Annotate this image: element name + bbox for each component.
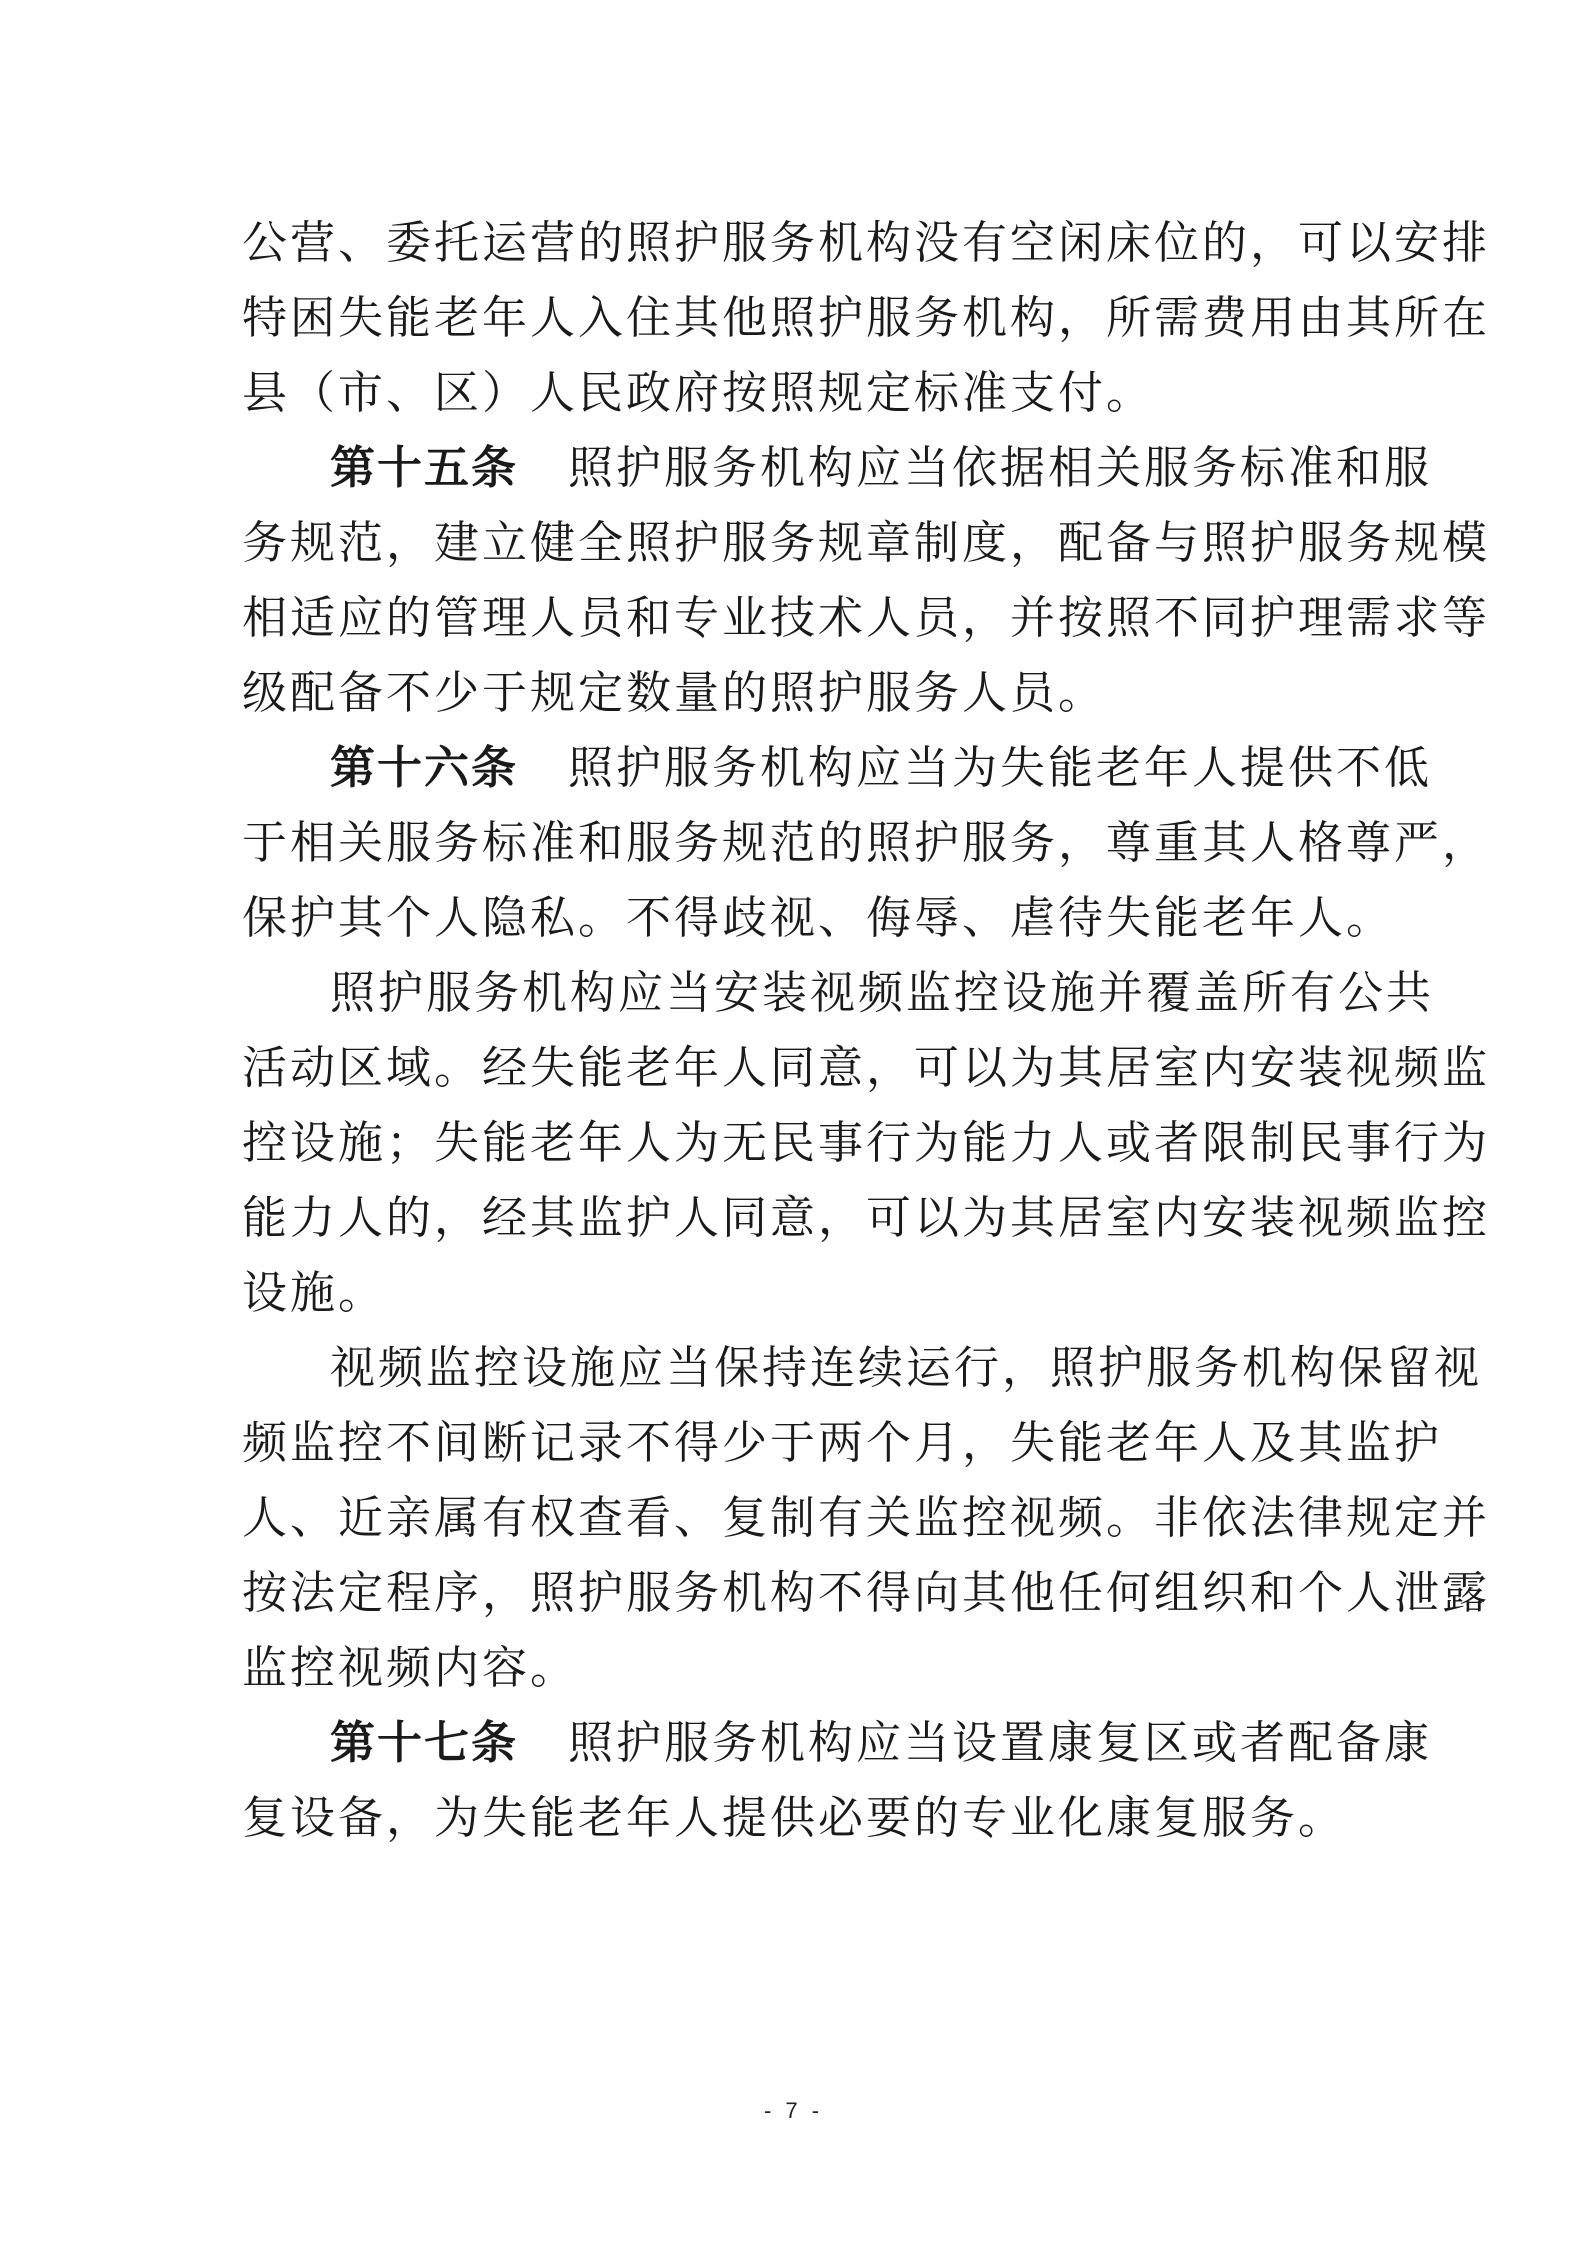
text-line <box>242 955 1435 1030</box>
text-line: 频监控不间断记录不得少于两个月，失能老年人及其监护 <box>242 1416 1443 1469</box>
text-line: 能力人的，经其监护人同意，可以为其居室内安装视频监控 <box>242 1191 1491 1244</box>
text-run: 照护服务机构应当安装视频监控设施并覆盖所有公共 <box>330 966 1435 1019</box>
paragraph-article-16 <box>242 730 1491 955</box>
text-run: 照护服务机构应当依据相关服务标准和服 <box>568 441 1433 494</box>
text-line: 复设备，为失能老年人提供必要的专业化康复服务。 <box>242 1791 1347 1844</box>
text-line <box>242 1330 1483 1405</box>
text-line: 保护其个人隐私。不得歧视、侮辱、虐待失能老年人。 <box>242 891 1395 944</box>
paragraph-article-17 <box>242 1705 1433 1855</box>
text-line <box>242 1705 1433 1780</box>
text-run: 照护服务机构应当为失能老年人提供不低 <box>568 741 1433 794</box>
text-line: 于相关服务标准和服务规范的照护服务，尊重其人格尊严， <box>242 816 1491 869</box>
text-line: 公营、委托运营的照护服务机构没有空闲床位的，可以安排 <box>242 216 1491 269</box>
text-line: 特困失能老年人入住其他照护服务机构，所需费用由其所在 <box>242 291 1491 344</box>
article-heading: 第十七条 <box>330 1716 519 1769</box>
paragraph <box>242 205 1491 430</box>
text-line <box>242 730 1433 805</box>
paragraph-article-15 <box>242 430 1491 730</box>
text-line: 监控视频内容。 <box>242 1641 579 1694</box>
paragraph <box>242 1330 1491 1705</box>
text-line: 按法定程序，照护服务机构不得向其他任何组织和个人泄露 <box>242 1566 1491 1619</box>
text-line: 活动区域。经失能老年人同意，可以为其居室内安装视频监 <box>242 1041 1491 1094</box>
paragraph <box>242 955 1491 1330</box>
text-line: 相适应的管理人员和专业技术人员，并按照不同护理需求等 <box>242 591 1491 644</box>
text-run: 视频监控设施应当保持连续运行，照护服务机构保留视 <box>330 1341 1483 1394</box>
text-line: 县（市、区）人民政府按照规定标准支付。 <box>242 366 1155 419</box>
text-line: 设施。 <box>242 1266 387 1319</box>
text-line: 控设施；失能老年人为无民事行为能力人或者限制民事行为 <box>242 1116 1491 1169</box>
text-line: 级配备不少于规定数量的照护服务人员。 <box>242 666 1107 719</box>
article-heading: 第十五条 <box>330 441 519 494</box>
page-number: - 7 - <box>763 2098 824 2123</box>
text-line <box>242 430 1433 505</box>
article-heading: 第十六条 <box>330 741 519 794</box>
document-body <box>242 205 1491 1855</box>
text-line: 人、近亲属有权查看、复制有关监控视频。非依法律规定并 <box>242 1491 1491 1544</box>
text-run: 照护服务机构应当设置康复区或者配备康 <box>568 1716 1433 1769</box>
text-line: 务规范，建立健全照护服务规章制度，配备与照护服务规模 <box>242 516 1491 569</box>
